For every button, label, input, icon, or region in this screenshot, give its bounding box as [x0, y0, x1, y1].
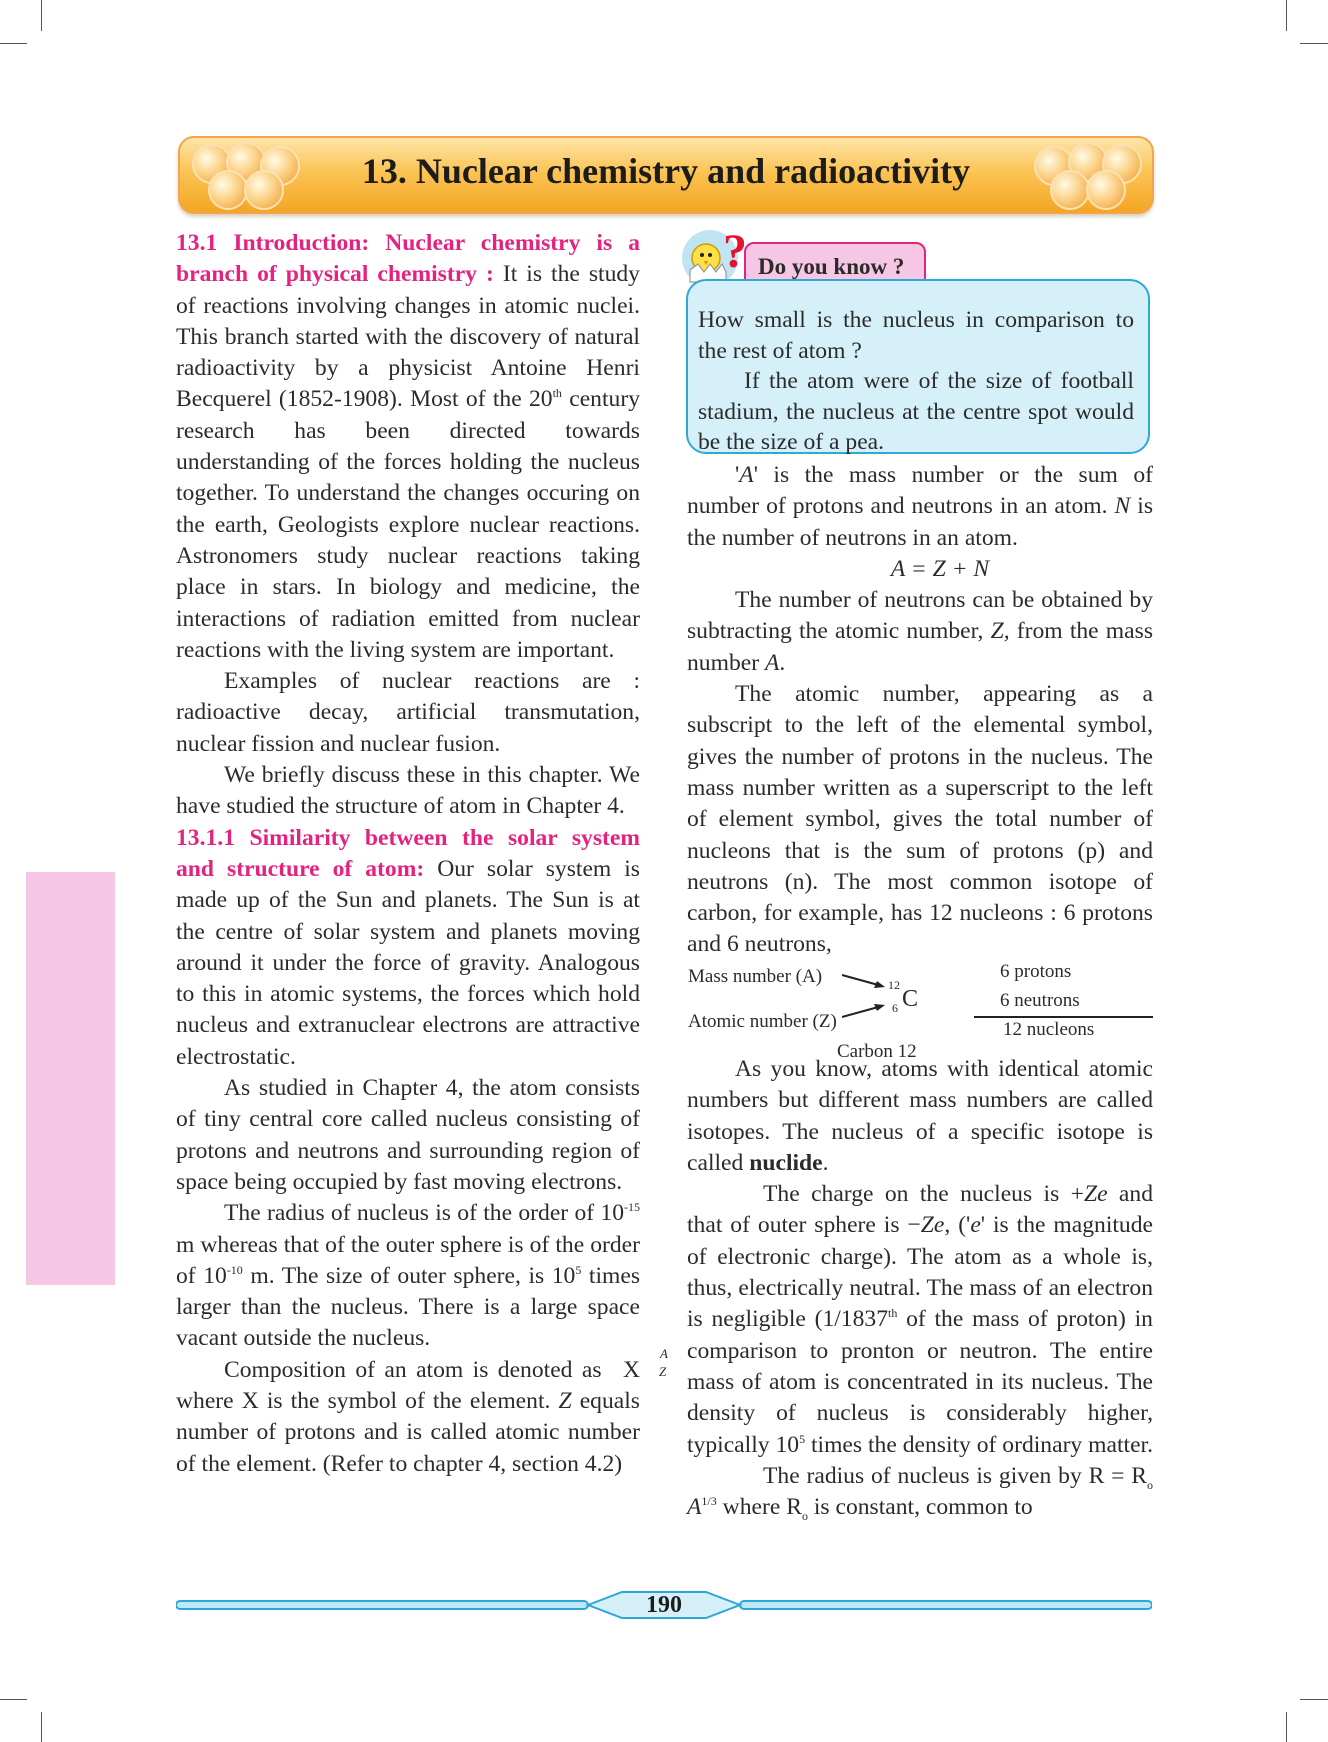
- atom-structure-paragraph: As studied in Chapter 4, the atom consists of tiny central core called nucleus consisting of protons and neutrons and surrounding region of space being occupied by fast moving electrons.: [176, 1075, 640, 1195]
- nucleus-radius-paragraph: The radius of nucleus is of the order of $10^{-15}$ m whereas that of the outer sphere is of the order of $10^{-10}$ m. The size of outer sphere, is $10^5$ times larger than the nucleus. There is a large space vacant outside the nucleus.: [176, 1200, 641, 1352]
- protons-count: 6 protons: [1000, 961, 1072, 982]
- isotopes-paragraph: As you know, atoms with identical atomic numbers but different mass numbers are called isotopes. The nucleus of a specific isotope is called nuclide.: [687, 1056, 1153, 1176]
- crop-mark: [1300, 43, 1328, 44]
- similarity-paragraph: 13.1.1 Similarity between the solar system and structure of atom: Our solar system is made up of the Sun and planets. The Sun is at the centre of solar system and planets moving around it under the force of gravity. Analogous to this in atomic systems, the forces which hold nucleus and extranuclear electrons are attractive electrostatic.: [176, 824, 640, 1070]
- examples-paragraph: Examples of nuclear reactions are : radioactive decay, artificial transmutation, nuclear fission and nuclear fusion.: [176, 668, 640, 757]
- nuclide-atomic-value: 6: [892, 1001, 898, 1015]
- radius-formula-paragraph: The radius of nucleus is given by $R = R_o$ $A^{1/3}$ where $R_o$ is constant, common to: [687, 1462, 1153, 1524]
- dyk-answer: If the atom were of the size of football stadium, the nucleus at the centre spot would be the size of a pea.: [698, 368, 1134, 455]
- nuclide-arrows-icon: [840, 965, 900, 1025]
- mass-number-paragraph: 'A' is the mass number or the sum of number of protons and neutrons in an atom. N is the number of neutrons in an atom.: [687, 462, 1153, 551]
- charge-paragraph: The charge on the nucleus is +Ze and that of outer sphere is −Ze, ('e' is the magnitude of electronic charge). The atom as a whole is, thus, electrically neutral. The mass of an electron is negligible (1/1837th of the mass of proton) in comparison to pronton or neutron. The entire mass of atom is concentrated in its nucleus. The density of nucleus is considerably higher, typically $10^5$ times the density of ordinary matter.: [687, 1181, 1153, 1458]
- atomic-number-paragraph: The atomic number, appearing as a subscript to the left of the elemental symbol, gives the number of protons in the nucleus. The mass number written as a superscript to the left of element symbol, gives the total number of nucleons that is the sum of protons (p) and neutrons (n). The most common isotope of carbon, for example, has 12 nucleons : 6 protons and 6 neutrons,: [687, 681, 1153, 958]
- crop-mark: [41, 1712, 42, 1742]
- chapter-header-banner: [178, 136, 1154, 214]
- do-you-know-label: Do you know ?: [744, 242, 926, 288]
- nuclide-notation: A Z: [658, 1345, 668, 1379]
- question-mark-icon: ?: [723, 225, 747, 278]
- chapter-side-tab: [26, 872, 115, 1285]
- right-column-lower: [687, 1054, 1153, 1523]
- crop-mark: [0, 43, 27, 44]
- nuclide-caption: Carbon 12: [837, 1041, 917, 1062]
- mass-number-equation: A = Z + N: [890, 555, 990, 582]
- page-number: 190: [646, 1592, 682, 1618]
- nucleons-total: 12 nucleons: [1003, 1019, 1095, 1040]
- sum-divider: [974, 1016, 1153, 1018]
- right-column-upper: [687, 460, 1153, 961]
- left-column: [176, 228, 668, 1480]
- composition-paragraph: Composition of an atom is denoted as A Z X where X is the symbol of the element. Z equals number of protons and is called atomic number of the element. (Refer to chapter 4, section 4.2): [176, 1345, 668, 1477]
- section-heading-introduction: 13.1 Introduction: Nuclear chemistry is a branch of physical chemistry :: [176, 230, 640, 288]
- decorative-orbs-right-icon: [1030, 142, 1150, 208]
- crop-mark: [1300, 1699, 1328, 1700]
- dyk-question: How small is the nucleus in comparison to the rest of atom ?: [698, 307, 1134, 364]
- crop-mark: [1286, 0, 1287, 31]
- mass-number-label: Mass number (A): [688, 966, 823, 987]
- intro-paragraph: 13.1 Introduction: Nuclear chemistry is a branch of physical chemistry : It is the study of reactions involving changes in atomic nuclei. This branch started with the discovery of natural radioactivity by a physicist Antoine Henri Becquerel (1852-1908). Most of the 20th century research has been directed towards understanding of the forces holding the nucleus together. To understand the changes occuring on the earth, Geologists explore nuclear reactions. Astronomers study nuclear reactions taking place in stars. In biology and medicine, the interactions of radiation emitted from nuclear reactions with the living system are important.: [176, 230, 640, 663]
- brief-paragraph: We briefly discuss these in this chapter. We have studied the structure of atom in Chapter 4.: [176, 762, 640, 820]
- neutrons-paragraph: The number of neutrons can be obtained by subtracting the atomic number, Z, from the mass number A.: [687, 587, 1153, 676]
- section-heading-similarity: 13.1.1 Similarity between the solar system and structure of atom:: [176, 824, 640, 882]
- crop-mark: [0, 1699, 27, 1700]
- nuclide-symbol: C: [902, 986, 919, 1012]
- atomic-number-label: Atomic number (Z): [688, 1011, 837, 1032]
- crop-mark: [1286, 1712, 1287, 1742]
- nuclide-mass-value: 12: [888, 978, 900, 992]
- chapter-title: 13. Nuclear chemistry and radioactivity: [361, 151, 971, 191]
- page-footer: [176, 1590, 1152, 1620]
- crop-mark: [41, 0, 42, 31]
- do-you-know-box: [686, 279, 1150, 454]
- neutrons-count: 6 neutrons: [1000, 990, 1080, 1011]
